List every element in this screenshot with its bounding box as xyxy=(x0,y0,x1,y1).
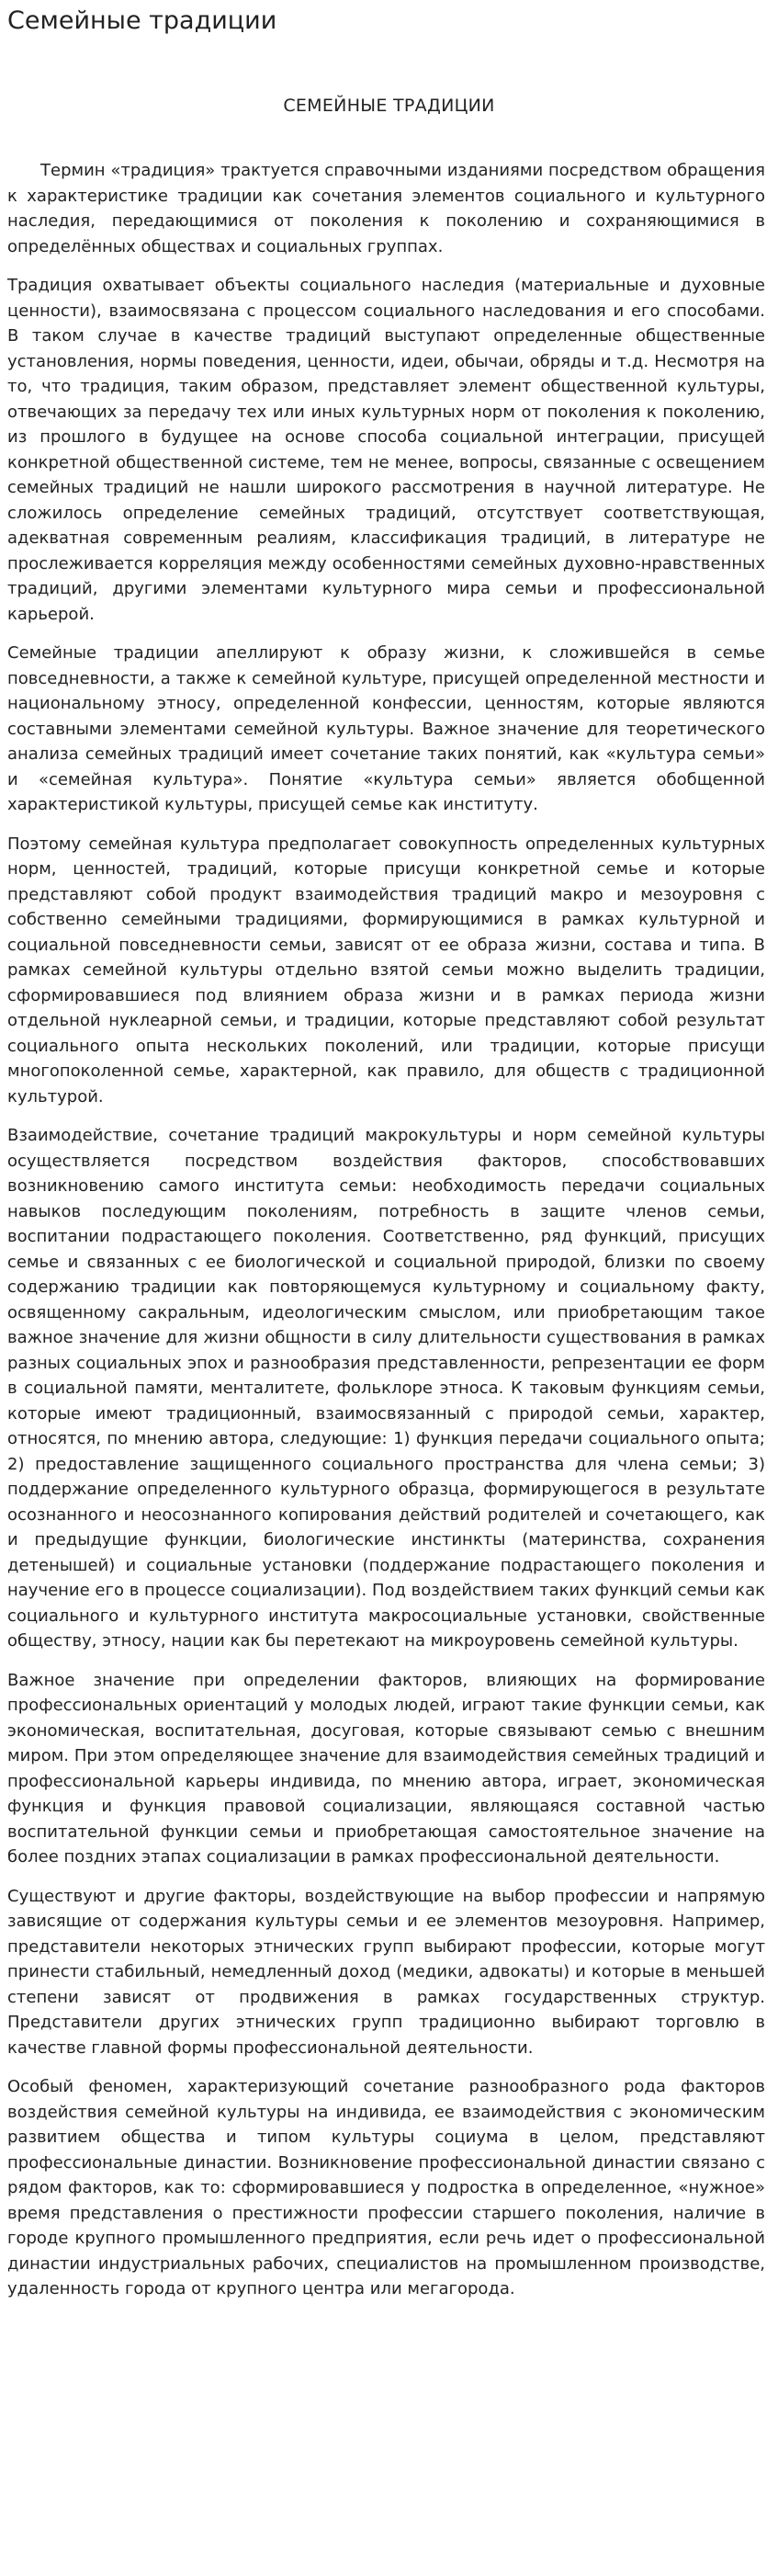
page-title: Семейные традиции xyxy=(7,6,277,35)
paragraph: Особый феномен, характеризующий сочетание разнообразного рода факторов воздействия семейной культуры на индивида, ее взаимодействия с экономическим развитием общества и типом культуры социума в целом, представляют профессиональные династии. Возникновение профессиональной династии связано с рядом факторов, как то: сформировавшиеся у подростка в определенное, «нужное» время представления о престижности профессии старшего поколения, наличие в городе крупного промышленного предприятия, если речь идет о профессиональной династии индустриальных рабочих, специалистов на промышленном производстве, удаленность города от крупного центра или мегагорода. xyxy=(7,2077,765,2298)
paragraph: Важное значение при определении факторов, влияющих на формирование профессиональных ориентаций у молодых людей, играют такие функции семьи, как экономическая, воспитательная, досуговая, которые связывают семью с внешним миром. При этом определяющее значение для взаимодействия семейных традиций и профессиональной карьеры индивида, по мнению автора, играет, экономическая функция и функция правовой социализации, являющаяся составной частью воспитательной функции семьи и приобретающая самостоятельное значение на более поздних этапах социализации в рамках профессиональной деятельности. xyxy=(7,1670,765,1867)
paragraph: Взаимодействие, сочетание традиций макрокультуры и норм семейной культуры осуществляется посредством воздействия факторов, способствовавших возникновению самого института семьи: необходимость передачи социальных навыков последующим поколениям, потребность в защите членов семьи, воспитании подрастающего поколения. Соответственно, ряд функций, присущих семье и связанных с ее биологической и социальной природой, близки по своему содержанию традиции как повторяющемуся культурному и социальному факту, освященному сакральным, идеологическим смыслом, или приобретающим такое важное значение для жизни общности в силу длительности существования в рамках разных социальных эпох и разнообразия представленности, репрезентации ее форм в социальной памяти, менталитете, фольклоре этноса. К таковым функциям семьи, которые имеют традиционный, взаимосвязанный с природой семьи, характер, относятся, по мнению автора, следующие: 1) функция передачи социального опыта; 2) предоставление защищенного социального пространства для члена семьи; 3) поддержание определенного культурного образца, формирующегося в результате осознанного и неосознанного копирования действий родителей и сочетающего, как и предыдущие функции, биологические инстинкты (материнства, сохранения детенышей) и социальные установки (поддержание подрастающего поколения и научение его в процессе социализации). Под воздействием таких функций семьи как социального и культурного института макросоциальные установки, свойственные обществу, этносу, нации как бы перетекают на микроуровень семейной культуры. xyxy=(7,1126,766,1651)
paragraph: Термин «традиция» трактуется справочными изданиями посредством обращения к характеристике традиции как сочетания элементов социального и культурного наследия, передающимися от поколения к поколению и сохраняющимися в определённых обществах и социальных группах. xyxy=(7,161,765,256)
document-body xyxy=(7,158,765,2302)
paragraph: Традиция охватывает объекты социального наследия (материальные и духовные ценности), взаимосвязана с процессом социального наследования и его способами. В таком случае в качестве традиций выступают определенные общественные установления, нормы поведения, ценности, идеи, обычаи, обряды и т.д. Несмотря на то, что традиция, таким образом, представляет элемент общественной культуры, отвечающих за передачу тех или иных культурных норм от поколения к поколению, из прошлого в будущее на основе способа социальной интеграции, присущей конкретной общественной системе, тем не менее, вопросы, связанные с освещением семейных традиций не нашли широкого рассмотрения в научной литературе. Не сложилось определение семейных традиций, отсутствует соответствующая, адекватная современным реалиям, классификация традиций, в литературе не прослеживается корреляция между особенностями семейных духовно-нравственных традиций, другими элементами культурного мира семьи и профессиональной карьерой. xyxy=(7,276,765,624)
paragraph: Существуют и другие факторы, воздействующие на выбор профессии и напрямую зависящие от содержания культуры семьи и ее элементов мезоуровня. Например, представители некоторых этнических групп выбирают профессии, которые могут принести стабильный, немедленный доход (медики, адвокаты) и которые в меньшей степени зависят от продвижения в рамках государственных структур. Представители других этнических групп традиционно выбирают торговлю в качестве главной формы профессиональной деятельности. xyxy=(7,1886,765,2058)
document-heading: СЕМЕЙНЫЕ ТРАДИЦИИ xyxy=(283,96,495,116)
paragraph: Поэтому семейная культура предполагает совокупность определенных культурных норм, ценностей, традиций, которые присущи конкретной семье и которые представляют собой продукт взаимодействия традиций макро и мезоуровня с собственно семейными традициями, формирующимися в рамках культурной и социальной повседневности семьи, зависят от ее образа жизни, состава и типа. В рамках семейной культуры отдельно взятой семьи можно выделить традиции, сформировавшиеся под влиянием образа жизни и в рамках периода жизни отдельной нуклеарной семьи, и традиции, которые представляют собой результат социального опыта нескольких поколений, или традиции, которые присущи многопоколенной семье, характерной, как правило, для обществ с традиционной культурой. xyxy=(7,834,765,1106)
paragraph: Семейные традиции апеллируют к образу жизни, к сложившейся в семье повседневности, а также к семейной культуре, присущей определенной местности и национальному этносу, определенной конфессии, ценностям, которые являются составными элементами семейной культуры. Важное значение для теоретического анализа семейных традиций имеет сочетание таких понятий, как «культура семьи» и «семейная культура». Понятие «культура семьи» является обобщенной характеристикой культуры, присущей семье как институту. xyxy=(7,643,765,814)
